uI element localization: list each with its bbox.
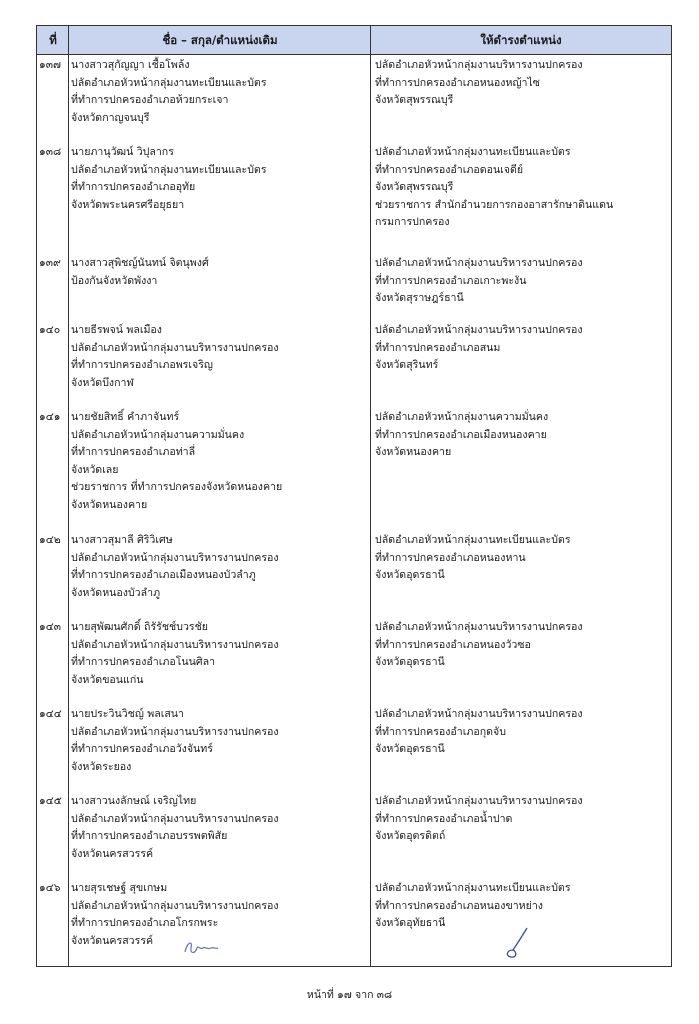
position-line: ที่ทำการปกครองอำเภอสนม bbox=[375, 341, 501, 354]
name-line: ที่ทำการปกครองอำเภอโกรกพระ bbox=[71, 917, 219, 930]
name-line: จังหวัดหนองบัวลำภู bbox=[71, 586, 161, 599]
name-line: นางสาวสุพิชญ์นันทน์ จิตนุพงศ์ bbox=[71, 257, 209, 269]
row-number: ๑๓๙ bbox=[39, 257, 61, 269]
name-cell bbox=[71, 322, 367, 392]
position-line: จังหวัดอุตรดิตถ์ bbox=[375, 830, 446, 843]
name-cell bbox=[71, 532, 367, 602]
position-line: จังหวัดอุดรธานี bbox=[375, 743, 445, 756]
position-line: จังหวัดสุพรรณบุรี bbox=[375, 94, 454, 107]
row-number: ๑๔๒ bbox=[39, 534, 61, 546]
header-position: ให้ดำรงตำแหน่ง bbox=[480, 33, 562, 47]
name-line: ที่ทำการปกครองอำเภอท่าลี่ bbox=[71, 446, 196, 459]
name-line: นายสุพัฒนศักดิ์ ถิรัรัชช์บวรชัย bbox=[71, 621, 208, 633]
position-line: ปลัดอำเภอหัวหน้ากลุ่มงานบริหารงานปกครอง bbox=[375, 795, 583, 807]
name-line: ที่ทำการปกครองอำเภอห้วยกระเจา bbox=[71, 94, 229, 107]
row-number: ๑๔๓ bbox=[39, 621, 61, 633]
position-line: ที่ทำการปกครองอำเภอเมืองหนองคาย bbox=[375, 428, 547, 441]
position-line: ที่ทำการปกครองอำเภอน้ำปาด bbox=[375, 812, 513, 825]
name-cell bbox=[71, 706, 367, 776]
position-line: จังหวัดสุพรรณบุรี bbox=[375, 181, 454, 194]
name-line: จังหวัดหนองคาย bbox=[71, 498, 148, 511]
name-line: จังหวัดนครสวรรค์ bbox=[71, 934, 154, 947]
row-number: ๑๔๖ bbox=[39, 882, 61, 894]
position-line: ปลัดอำเภอหัวหน้ากลุ่มงานบริหารงานปกครอง bbox=[375, 257, 583, 269]
position-line: ที่ทำการปกครองอำเภอกุดจับ bbox=[375, 725, 506, 738]
name-line: ปลัดอำเภอหัวหน้ากลุ่มงานบริหารงานปกครอง bbox=[71, 812, 279, 825]
name-line: ที่ทำการปกครองอำเภอพรเจริญ bbox=[71, 359, 213, 372]
name-line: จังหวัดกาญจนบุรี bbox=[71, 111, 150, 124]
position-line: ปลัดอำเภอหัวหน้ากลุ่มงานทะเบียนและบัตร bbox=[375, 882, 571, 894]
position-line: จังหวัดอุดรธานี bbox=[375, 569, 445, 582]
name-line: นางสาวนงลักษณ์ เจริญไทย bbox=[71, 795, 197, 807]
appointment-table bbox=[36, 25, 672, 967]
name-line: จังหวัดพระนครศรีอยุธยา bbox=[71, 198, 185, 211]
name-line: จังหวัดนครสวรรค์ bbox=[71, 847, 154, 860]
position-line: ที่ทำการปกครองอำเภอดอนเจดีย์ bbox=[375, 163, 524, 176]
name-cell bbox=[71, 144, 367, 214]
position-cell bbox=[375, 619, 669, 672]
name-line: ที่ทำการปกครองอำเภอโนนศิลา bbox=[71, 656, 216, 669]
position-cell bbox=[375, 532, 669, 585]
position-line: ที่ทำการปกครองอำเภอเกาะพะงัน bbox=[375, 274, 527, 287]
name-line: ปลัดอำเภอหัวหน้ากลุ่มงานความมั่นคง bbox=[71, 428, 245, 441]
position-line: ปลัดอำเภอหัวหน้ากลุ่มงานทะเบียนและบัตร bbox=[375, 146, 571, 158]
name-line: ปลัดอำเภอหัวหน้ากลุ่มงานบริหารงานปกครอง bbox=[71, 725, 279, 738]
column-divider bbox=[68, 26, 69, 966]
position-cell bbox=[375, 144, 669, 232]
header-no: ที่ bbox=[49, 33, 57, 47]
name-line: ปลัดอำเภอหัวหน้ากลุ่มงานบริหารงานปกครอง bbox=[71, 551, 279, 564]
position-line: ปลัดอำเภอหัวหน้ากลุ่มงานความมั่นคง bbox=[375, 411, 549, 423]
position-line: ที่ทำการปกครองอำเภอหนองขาหย่าง bbox=[375, 899, 543, 912]
name-line: นางสาวสุกัญญา เชื้อโพล้ง bbox=[71, 59, 190, 71]
name-cell bbox=[71, 255, 367, 290]
row-number: ๑๔๐ bbox=[39, 324, 61, 336]
name-line: นายประวินวิชญ์ พลเสนา bbox=[71, 708, 184, 720]
name-line: ปลัดอำเภอหัวหน้ากลุ่มงานบริหารงานปกครอง bbox=[71, 638, 279, 651]
position-line: ปลัดอำเภอหัวหน้ากลุ่มงานทะเบียนและบัตร bbox=[375, 534, 571, 546]
position-line: ช่วยราชการ สำนักอำนวยการกองอาสารักษาดินแดน bbox=[375, 198, 614, 211]
name-line: จังหวัดบึงกาฬ bbox=[71, 376, 134, 389]
header-name: ชื่อ – สกุล/ตำแหน่งเดิม bbox=[162, 33, 278, 47]
row-number: ๑๓๗ bbox=[39, 59, 61, 71]
row-number: ๑๓๘ bbox=[39, 146, 62, 158]
position-cell bbox=[375, 322, 669, 375]
position-line: จังหวัดสุรินทร์ bbox=[375, 359, 439, 372]
name-line: ที่ทำการปกครองอำเภออุทัย bbox=[71, 181, 196, 194]
name-line: ปลัดอำเภอหัวหน้ากลุ่มงานทะเบียนและบัตร bbox=[71, 76, 267, 89]
name-cell bbox=[71, 619, 367, 689]
position-line: จังหวัดอุทัยธานี bbox=[375, 917, 446, 930]
name-line: ช่วยราชการ ที่ทำการปกครองจังหวัดหนองคาย bbox=[71, 481, 283, 494]
row-number: ๑๔๑ bbox=[39, 411, 61, 423]
initials-signature-icon bbox=[181, 936, 221, 960]
position-line: ที่ทำการปกครองอำเภอหนองวัวซอ bbox=[375, 638, 531, 651]
name-line: นายภานุวัฒน์ วิปุลากร bbox=[71, 146, 174, 158]
position-line: ปลัดอำเภอหัวหน้ากลุ่มงานบริหารงานปกครอง bbox=[375, 59, 583, 71]
position-line: ปลัดอำเภอหัวหน้ากลุ่มงานบริหารงานปกครอง bbox=[375, 708, 583, 720]
position-line: ปลัดอำเภอหัวหน้ากลุ่มงานบริหารงานปกครอง bbox=[375, 324, 583, 336]
position-line: กรมการปกครอง bbox=[375, 216, 450, 229]
row-number: ๑๔๕ bbox=[39, 795, 62, 807]
name-line: ที่ทำการปกครองอำเภอเมืองหนองบัวลำภู bbox=[71, 569, 256, 582]
name-line: จังหวัดขอนแก่น bbox=[71, 673, 144, 686]
position-cell bbox=[375, 793, 669, 846]
position-line: ที่ทำการปกครองอำเภอหนองหาน bbox=[375, 551, 526, 564]
position-cell bbox=[375, 706, 669, 759]
name-cell bbox=[71, 57, 367, 127]
name-line: จังหวัดระยอง bbox=[71, 760, 132, 773]
name-line: จังหวัดเลย bbox=[71, 463, 119, 476]
position-line: ปลัดอำเภอหัวหน้ากลุ่มงานบริหารงานปกครอง bbox=[375, 621, 583, 633]
name-line: ป้องกันจังหวัดพังงา bbox=[71, 274, 158, 287]
position-cell bbox=[375, 57, 669, 110]
position-line: ที่ทำการปกครองอำเภอหนองหญ้าไซ bbox=[375, 76, 540, 89]
column-divider bbox=[370, 26, 371, 966]
position-line: จังหวัดสุราษฎร์ธานี bbox=[375, 292, 464, 305]
name-cell bbox=[71, 793, 367, 863]
name-line: ที่ทำการปกครองอำเภอวังจันทร์ bbox=[71, 743, 213, 756]
position-cell bbox=[375, 409, 669, 462]
page-number: หน้าที่ ๑๗ จาก ๓๘ bbox=[306, 989, 393, 1001]
name-line: ปลัดอำเภอหัวหน้ากลุ่มงานบริหารงานปกครอง bbox=[71, 341, 279, 354]
name-line: ปลัดอำเภอหัวหน้ากลุ่มงานบริหารงานปกครอง bbox=[71, 899, 279, 912]
name-line: ที่ทำการปกครองอำเภอบรรพตพิสัย bbox=[71, 830, 228, 843]
name-line: นายธีรพจน์ พลเมือง bbox=[71, 324, 162, 336]
table-header bbox=[37, 26, 671, 55]
name-line: ปลัดอำเภอหัวหน้ากลุ่มงานทะเบียนและบัตร bbox=[71, 163, 267, 176]
name-line: นายสุรเชษฐ์ สุขเกษม bbox=[71, 882, 168, 894]
name-line: นางสาวสุมาลี ศิริวิเศษ bbox=[71, 534, 173, 546]
position-line: จังหวัดหนองคาย bbox=[375, 446, 452, 459]
row-number: ๑๔๔ bbox=[39, 708, 62, 720]
signature-mark-icon bbox=[499, 924, 535, 960]
name-line: นายชัยสิทธิ์ คำภาจันทร์ bbox=[71, 411, 180, 423]
name-cell bbox=[71, 409, 367, 515]
position-line: จังหวัดอุดรธานี bbox=[375, 656, 445, 669]
position-cell bbox=[375, 255, 669, 308]
